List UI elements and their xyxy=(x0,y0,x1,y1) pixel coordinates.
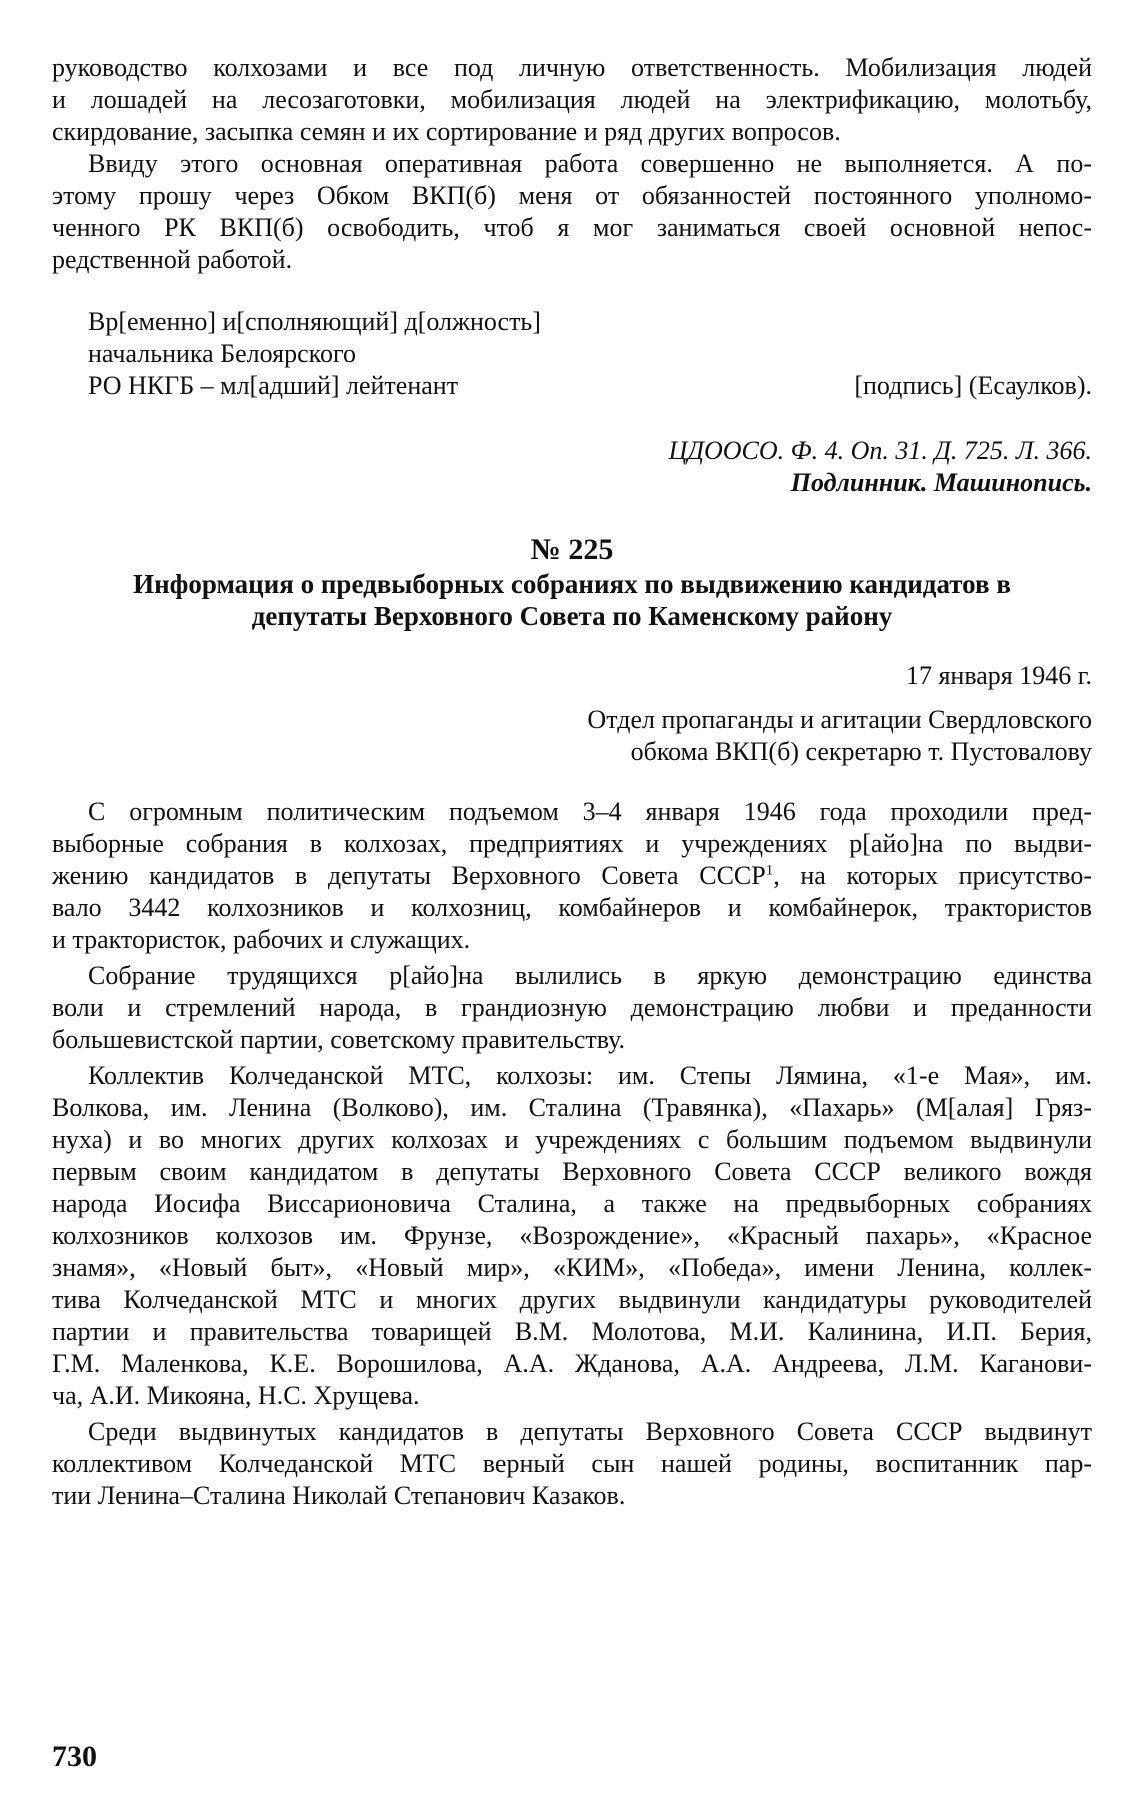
body-p1-line-3-tail: , на которых присутство- xyxy=(773,861,1092,890)
body-p2-line-2: воли и стремлений народа, в грандиозную демонстрацию любви и преданности xyxy=(52,993,1092,1022)
body-p3-line-3: нуха) и во многих других колхозах и учреждениях с большим подъемом выдвинули xyxy=(52,1125,1092,1154)
body-p3-line-6: колхозников колхозов им. Фрунзе, «Возрождение», «Красный пахарь», «Красное xyxy=(52,1221,1092,1250)
body-p4-line-3: тии Ленина–Сталина Николай Степанович Казаков. xyxy=(52,1481,626,1510)
para2-line-4: редственной работой. xyxy=(52,245,293,274)
body-p2-line-3: большевистской партии, советскому правительству. xyxy=(52,1025,626,1054)
body-p3-line-11: ча, А.И. Микояна, Н.С. Хрущева. xyxy=(52,1381,420,1410)
para2-line-3: ченного РК ВКП(б) освободить, чтоб я мог заниматься своей основной непос- xyxy=(52,213,1092,242)
body-p2-line-1: Собрание трудящихся р[айо]на вылились в яркую демонстрацию единства xyxy=(88,961,1092,990)
signature-title-2: начальника Белоярского xyxy=(88,339,356,368)
body-p3-line-1: Коллектив Колчеданской МТС, колхозы: им. Степы Лямина, «1-е Мая», им. xyxy=(88,1061,1092,1090)
body-p3-line-7: знамя», «Новый быт», «Новый мир», «КИМ», «Победа», имени Ленина, коллек- xyxy=(52,1253,1092,1282)
body-p1-line-1: С огромным политическим подъемом 3–4 января 1946 года проходили пред- xyxy=(88,797,1092,826)
body-p4-line-2: коллективом Колчеданской МТС верный сын нашей родины, воспитанник пар- xyxy=(52,1449,1092,1478)
body-p4-line-1: Среди выдвинутых кандидатов в депутаты Верховного Совета СССР выдвинут xyxy=(88,1417,1092,1446)
page-number: 730 xyxy=(52,1740,97,1773)
body-p3-line-4: первым своим кандидатом в депутаты Верховного Совета СССР великого вождя xyxy=(52,1157,1092,1186)
body-p1-line-3-text: жению кандидатов в депутаты Верховного Совета СССР xyxy=(52,861,766,890)
document-number: № 225 xyxy=(530,533,614,566)
body-p1-line-3 xyxy=(52,860,1092,892)
body-p3-line-9: партии и правительства товарищей В.М. Молотова, М.И. Калинина, И.П. Берия, xyxy=(52,1317,1092,1346)
body-p3-line-2: Волкова, им. Ленина (Волково), им. Сталина (Травянка), «Пахарь» (М[алая] Гряз- xyxy=(52,1093,1092,1122)
body-p1-line-2: выборные собрания в колхозах, предприятиях и учреждениях р[айо]на по выдви- xyxy=(52,829,1092,858)
archive-reference: ЦДООСО. Ф. 4. Оп. 31. Д. 725. Л. 366. xyxy=(668,436,1092,465)
para2-line-2: этому прошу через Обком ВКП(б) меня от обязанностей постоянного уполномо- xyxy=(52,181,1092,210)
document-title-1: Информация о предвыборных собраниях по выдвижению кандидатов в xyxy=(133,569,1011,599)
document-date: 17 января 1946 г. xyxy=(905,661,1092,690)
intro-line-3: скирдование, засыпка семян и их сортирование и ряд других вопросов. xyxy=(52,117,841,146)
signature-sign: [подпись] (Есаулков). xyxy=(854,371,1092,400)
signature-title-1: Вр[еменно] и[сполняющий] д[олжность] xyxy=(88,307,541,336)
body-p1-line-5: и трактористок, рабочих и служащих. xyxy=(52,925,471,954)
intro-line-1: руководство колхозами и все под личную ответственность. Мобилизация людей xyxy=(52,53,1092,82)
body-p1-line-4: вало 3442 колхозников и колхозниц, комбайнеров и комбайнерок, трактористов xyxy=(52,893,1092,922)
addressee-line-2: обкома ВКП(б) секретарю т. Пустовалову xyxy=(630,737,1092,766)
footnote-marker: 1 xyxy=(765,862,774,879)
body-p3-line-8: тива Колчеданской МТС и многих других выдвинули кандидатуры руководителей xyxy=(52,1285,1092,1314)
body-p3-line-5: народа Иосифа Виссарионовича Сталина, а также на предвыборных собраниях xyxy=(52,1189,1092,1218)
para2-line-1: Ввиду этого основная оперативная работа совершенно не выполняется. А по- xyxy=(88,149,1092,178)
body-p3-line-10: Г.М. Маленкова, К.Е. Ворошилова, А.А. Жданова, А.А. Андреева, Л.М. Каганови- xyxy=(52,1349,1092,1378)
signature-title-3: РО НКГБ – мл[адший] лейтенант xyxy=(88,371,459,400)
addressee-line-1: Отдел пропаганды и агитации Свердловского xyxy=(587,705,1092,734)
intro-line-2: и лошадей на лесозаготовки, мобилизация людей на электрификацию, молотьбу, xyxy=(52,85,1092,114)
archive-note: Подлинник. Машинопись. xyxy=(790,468,1092,497)
document-title-2: депутаты Верховного Совета по Каменскому району xyxy=(251,601,893,631)
